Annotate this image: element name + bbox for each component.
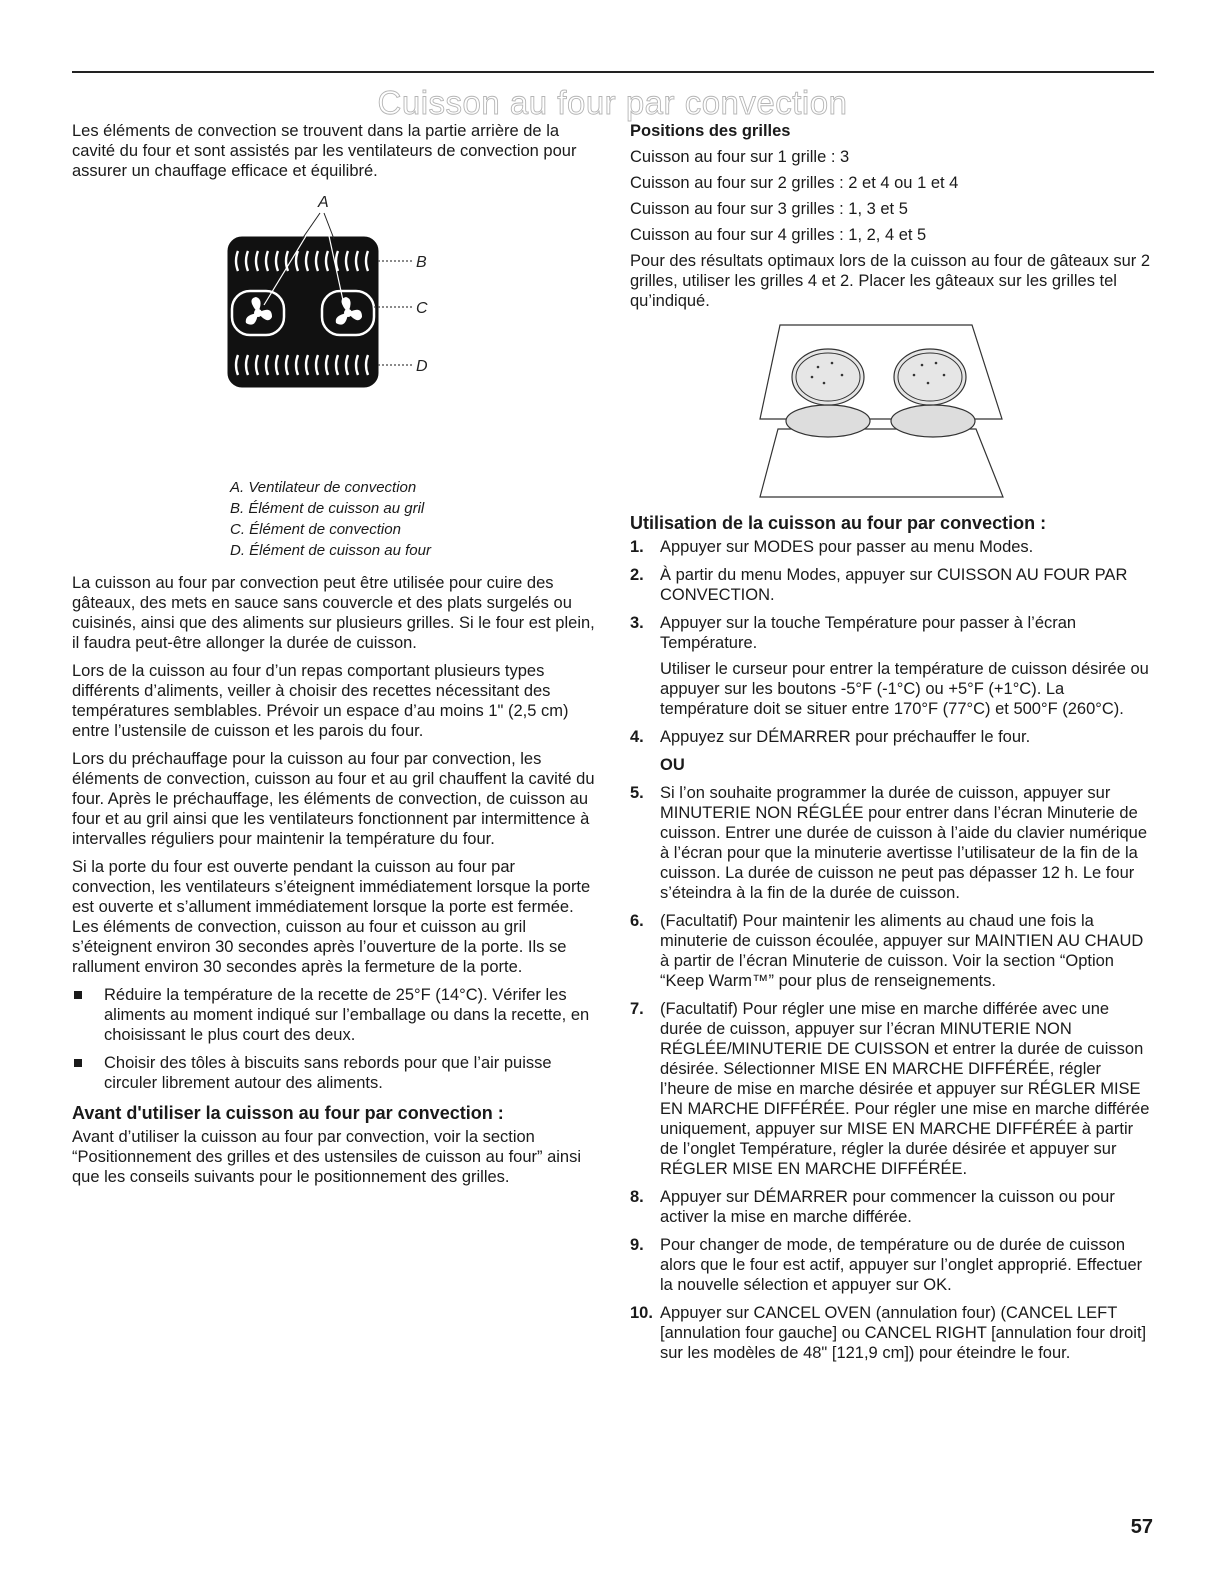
caption-line: A. Ventilateur de convection xyxy=(230,479,417,496)
steps-list xyxy=(630,537,1152,1363)
step-number: 2. xyxy=(630,566,644,584)
rack-position: Cuisson au four sur 3 grilles : 1, 3 et 5 xyxy=(630,200,908,218)
step-text: Appuyez sur DÉMARRER pour préchauffer le four. xyxy=(660,728,1031,746)
body-paragraph: Lors du préchauffage pour la cuisson au four par convection, les éléments de convection, cuisson au four et au gril chauffent la cavité du four. Après le préchauffage, les éléments de convection, de cuisson au four et au gril ainsi que les ventilateurs fonctionnent par intermittence à intervalles réguliers pour maintenir la température du four. xyxy=(72,750,595,848)
racks-heading: Positions des grilles xyxy=(630,122,791,140)
page-title: Cuisson au four par convection xyxy=(377,84,848,121)
step-text: Appuyer sur CANCEL OVEN (annulation four) (CANCEL LEFT [annulation four gauche] ou CANCEL RIGHT [annulation four droit] sur les modèles de 48" [121,9 cm]) pour éteindre le four. xyxy=(660,1304,1147,1362)
step-item xyxy=(630,1235,1152,1295)
body-paragraph: Si la porte du four est ouverte pendant la cuisson au four par convection, les ventilateurs s’éteignent immédiatement lorsque la porte est ouverte et s’allument immédiatement lorsque la porte est fermée. Les éléments de convection, cuisson au four et cuisson au gril s’éteignent environ 30 secondes après l’ouverture de la porte. Ils se rallument environ 30 secondes après la fermeture de la porte. xyxy=(72,858,591,976)
label-d: D xyxy=(416,358,428,375)
step-item xyxy=(630,537,1152,557)
step-item xyxy=(630,783,1152,903)
step-number: 1. xyxy=(630,538,644,556)
step-item xyxy=(630,911,1152,991)
step-item xyxy=(630,1187,1152,1227)
page-number: 57 xyxy=(1130,1516,1153,1538)
body-paragraph: Lors de la cuisson au four d’un repas comportant plusieurs types différents d’aliments, veiller à choisir des recettes nécessitant des températures semblables. Prévoir un espace d’au moins 1" (2,5 cm) entre l’ustensile de cuisson et les parois du four. xyxy=(72,662,569,740)
step-text: Appuyer sur MODES pour passer au menu Modes. xyxy=(660,538,1034,556)
step-text: (Facultatif) Pour régler une mise en marche différée avec une durée de cuisson, appuyer sur l’écran MINUTERIE NON RÉGLÉE/MINUTERIE DE CUISSON et entrer la durée de cuisson désirée. Sélectionner MISE EN MARCHE DIFFÉRÉE, régler l’heure de mise en marche désirée et appuyer sur RÉGLER MISE EN MARCHE DIFFÉRÉE. Pour régler une mise en marche différée uniquement, appuyer sur MISE EN MARCHE DIFFÉRÉE à partir de l’onglet Température, régler la durée désirée et appuyer sur RÉGLER MISE EN MARCHE DIFFÉRÉE. xyxy=(660,1000,1150,1178)
step-item xyxy=(630,1303,1152,1363)
step-text: Appuyer sur DÉMARRER pour commencer la cuisson ou pour activer la mise en marche différée. xyxy=(660,1188,1115,1226)
step-text: À partir du menu Modes, appuyer sur CUISSON AU FOUR PAR CONVECTION. xyxy=(660,566,1128,604)
step-item xyxy=(630,727,1152,775)
step-text: Appuyer sur la touche Température pour passer à l’écran Température. xyxy=(660,614,1077,652)
step-number: 9. xyxy=(630,1236,644,1254)
rack-position: Cuisson au four sur 2 grilles : 2 et 4 ou 1 et 4 xyxy=(630,174,959,192)
caption-line: D. Élément de cuisson au four xyxy=(230,542,431,559)
top-rule xyxy=(72,71,1154,73)
label-b: B xyxy=(416,254,427,271)
figure-caption xyxy=(230,477,600,561)
use-heading: Utilisation de la cuisson au four par convection : xyxy=(630,513,1047,533)
step-number: 10. xyxy=(630,1304,653,1322)
step-number: 5. xyxy=(630,784,644,802)
racks-note: Pour des résultats optimaux lors de la cuisson au four de gâteaux sur 2 grilles, utiliser les grilles 4 et 2. Placer les gâteaux sur les grilles tel qu’indiqué. xyxy=(630,252,1151,310)
intro-paragraph: Les éléments de convection se trouvent dans la partie arrière de la cavité du four et sont assistés par les ventilateurs de convection pour assurer un chauffage efficace et équilibré. xyxy=(72,122,577,180)
rack-position: Cuisson au four sur 4 grilles : 1, 2, 4 et 5 xyxy=(630,226,927,244)
step-item xyxy=(630,613,1152,719)
right-column xyxy=(630,121,1152,1371)
step-text: Pour changer de mode, de température ou de durée de cuisson alors que le four est actif, appuyer sur l’onglet approprié. Effectuer la nouvelle sélection et appuyer sur OK. xyxy=(660,1236,1143,1294)
step-number: 7. xyxy=(630,1000,644,1018)
step-item xyxy=(630,999,1152,1179)
step-number: 8. xyxy=(630,1188,644,1206)
step-text: Si l’on souhaite programmer la durée de cuisson, appuyer sur MINUTERIE NON RÉGLÉE pour entrer dans l’écran Minuterie de cuisson. Entrer une durée de cuisson à l’aide du clavier numérique à l’écran pour que la minuterie avertisse l’utilisateur de la fin de la cuisson. La durée de cuisson ne peut pas dépasser 12 h. Le four s’éteindra à la fin de la durée de cuisson. xyxy=(660,784,1148,902)
step-number: 4. xyxy=(630,728,644,746)
oven-cavity-figure xyxy=(72,193,600,477)
caption-line: B. Élément de cuisson au gril xyxy=(230,500,425,517)
before-use-heading: Avant d'utiliser la cuisson au four par convection : xyxy=(72,1103,504,1123)
before-use-paragraph: Avant d’utiliser la cuisson au four par convection, voir la section “Positionnement des grilles et des ustensiles de cuisson au four” ainsi que les conseils suivants pour le positionnement des grilles. xyxy=(72,1128,582,1186)
or-label: OU xyxy=(660,756,685,774)
step-item xyxy=(630,565,1152,605)
step-text: (Facultatif) Pour maintenir les aliments au chaud une fois la minuterie de cuisson écoulée, appuyer sur MAINTIEN AU CHAUD à partir de l’écran Minuterie de cuisson. Voir la section “Option “Keep Warm™” pour plus de renseignements. xyxy=(660,912,1144,990)
label-a: A xyxy=(318,194,329,211)
tip-item: Réduire la température de la recette de 25°F (14°C). Vérifer les aliments au moment indiqué sur l’emballage ou dans la recette, en choisissant le plus court des deux. xyxy=(72,985,600,1045)
left-column xyxy=(72,121,600,1195)
cake-racks-diagram xyxy=(758,321,1008,499)
cake-racks-figure xyxy=(630,321,1152,499)
label-c: C xyxy=(416,300,428,317)
oven-diagram xyxy=(224,193,464,477)
step-number: 3. xyxy=(630,614,644,632)
step-subparagraph: Utiliser le curseur pour entrer la température de cuisson désirée ou appuyer sur les boutons -5°F (-1°C) ou +5°F (+1°C). La température doit se situer entre 170°F (77°C) et 500°F (260°C). xyxy=(660,660,1149,718)
step-number: 6. xyxy=(630,912,644,930)
caption-line: C. Élément de convection xyxy=(230,521,401,538)
tips-list xyxy=(72,985,600,1093)
body-paragraph: La cuisson au four par convection peut être utilisée pour cuire des gâteaux, des mets en sauce sans couvercle et des plats surgelés ou cuisinés, ainsi que des aliments sur plusieurs grilles. Si le four est plein, il faudra peut-être allonger la durée de cuisson. xyxy=(72,574,595,652)
tip-item: Choisir des tôles à biscuits sans rebords pour que l’air puisse circuler librement autour des aliments. xyxy=(72,1053,600,1093)
rack-position: Cuisson au four sur 1 grille : 3 xyxy=(630,148,850,166)
